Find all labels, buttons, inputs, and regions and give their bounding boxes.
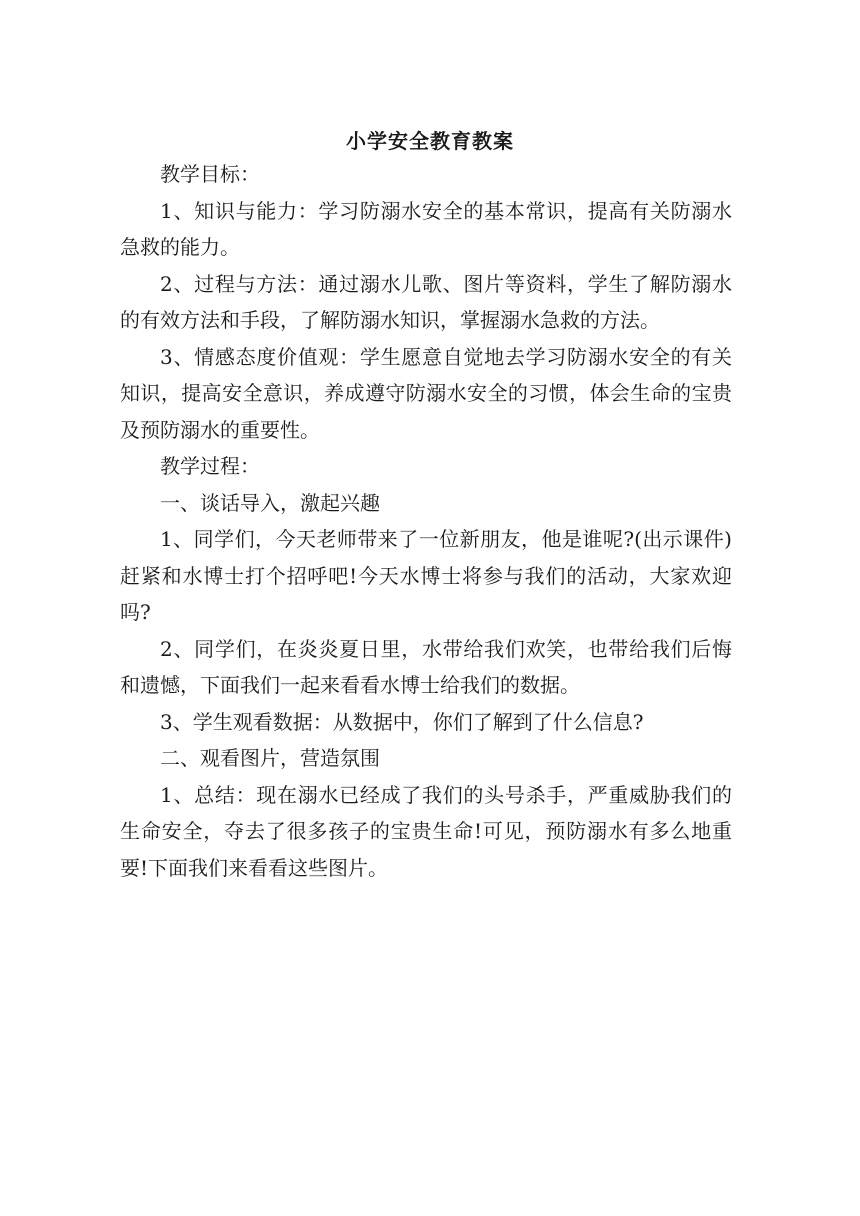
document-title: 小学安全教育教案 [346, 129, 514, 154]
paragraph: 3、情感态度价值观：学生愿意自觉地去学习防溺水安全的有关知识，提高安全意识，养成遵守防溺水安全的习惯，体会生命的宝贵及预防溺水的重要性。 [120, 344, 732, 442]
paragraph: 二、观看图片，营造氛围 [160, 746, 380, 770]
paragraph: 1、总结：现在溺水已经成了我们的头号杀手，严重威胁我们的生命安全，夺去了很多孩子的宝贵生命!可见，预防溺水有多么地重要!下面我们来看看这些图片。 [120, 782, 732, 880]
paragraph: 2、过程与方法：通过溺水儿歌、图片等资料，学生了解防溺水的有效方法和手段，了解防溺水知识，掌握溺水急救的方法。 [120, 271, 732, 332]
paragraph: 2、同学们，在炎炎夏日里，水带给我们欢笑，也带给我们后悔和遗憾，下面我们一起来看看水博士给我们的数据。 [120, 636, 732, 697]
document-body [120, 156, 732, 886]
paragraph: 一、谈话导入，激起兴趣 [160, 490, 380, 515]
paragraph: 1、知识与能力：学习防溺水安全的基本常识，提高有关防溺水急救的能力。 [120, 198, 732, 259]
paragraph: 3、学生观看数据：从数据中，你们了解到了什么信息? [160, 709, 644, 734]
paragraph: 教学过程： [160, 454, 260, 478]
paragraph: 教学目标： [160, 162, 260, 186]
paragraph: 1、同学们，今天老师带来了一位新朋友，他是谁呢?(出示课件)赶紧和水博士打个招呼吧!今天水博士将参与我们的活动，大家欢迎吗? [120, 527, 732, 624]
